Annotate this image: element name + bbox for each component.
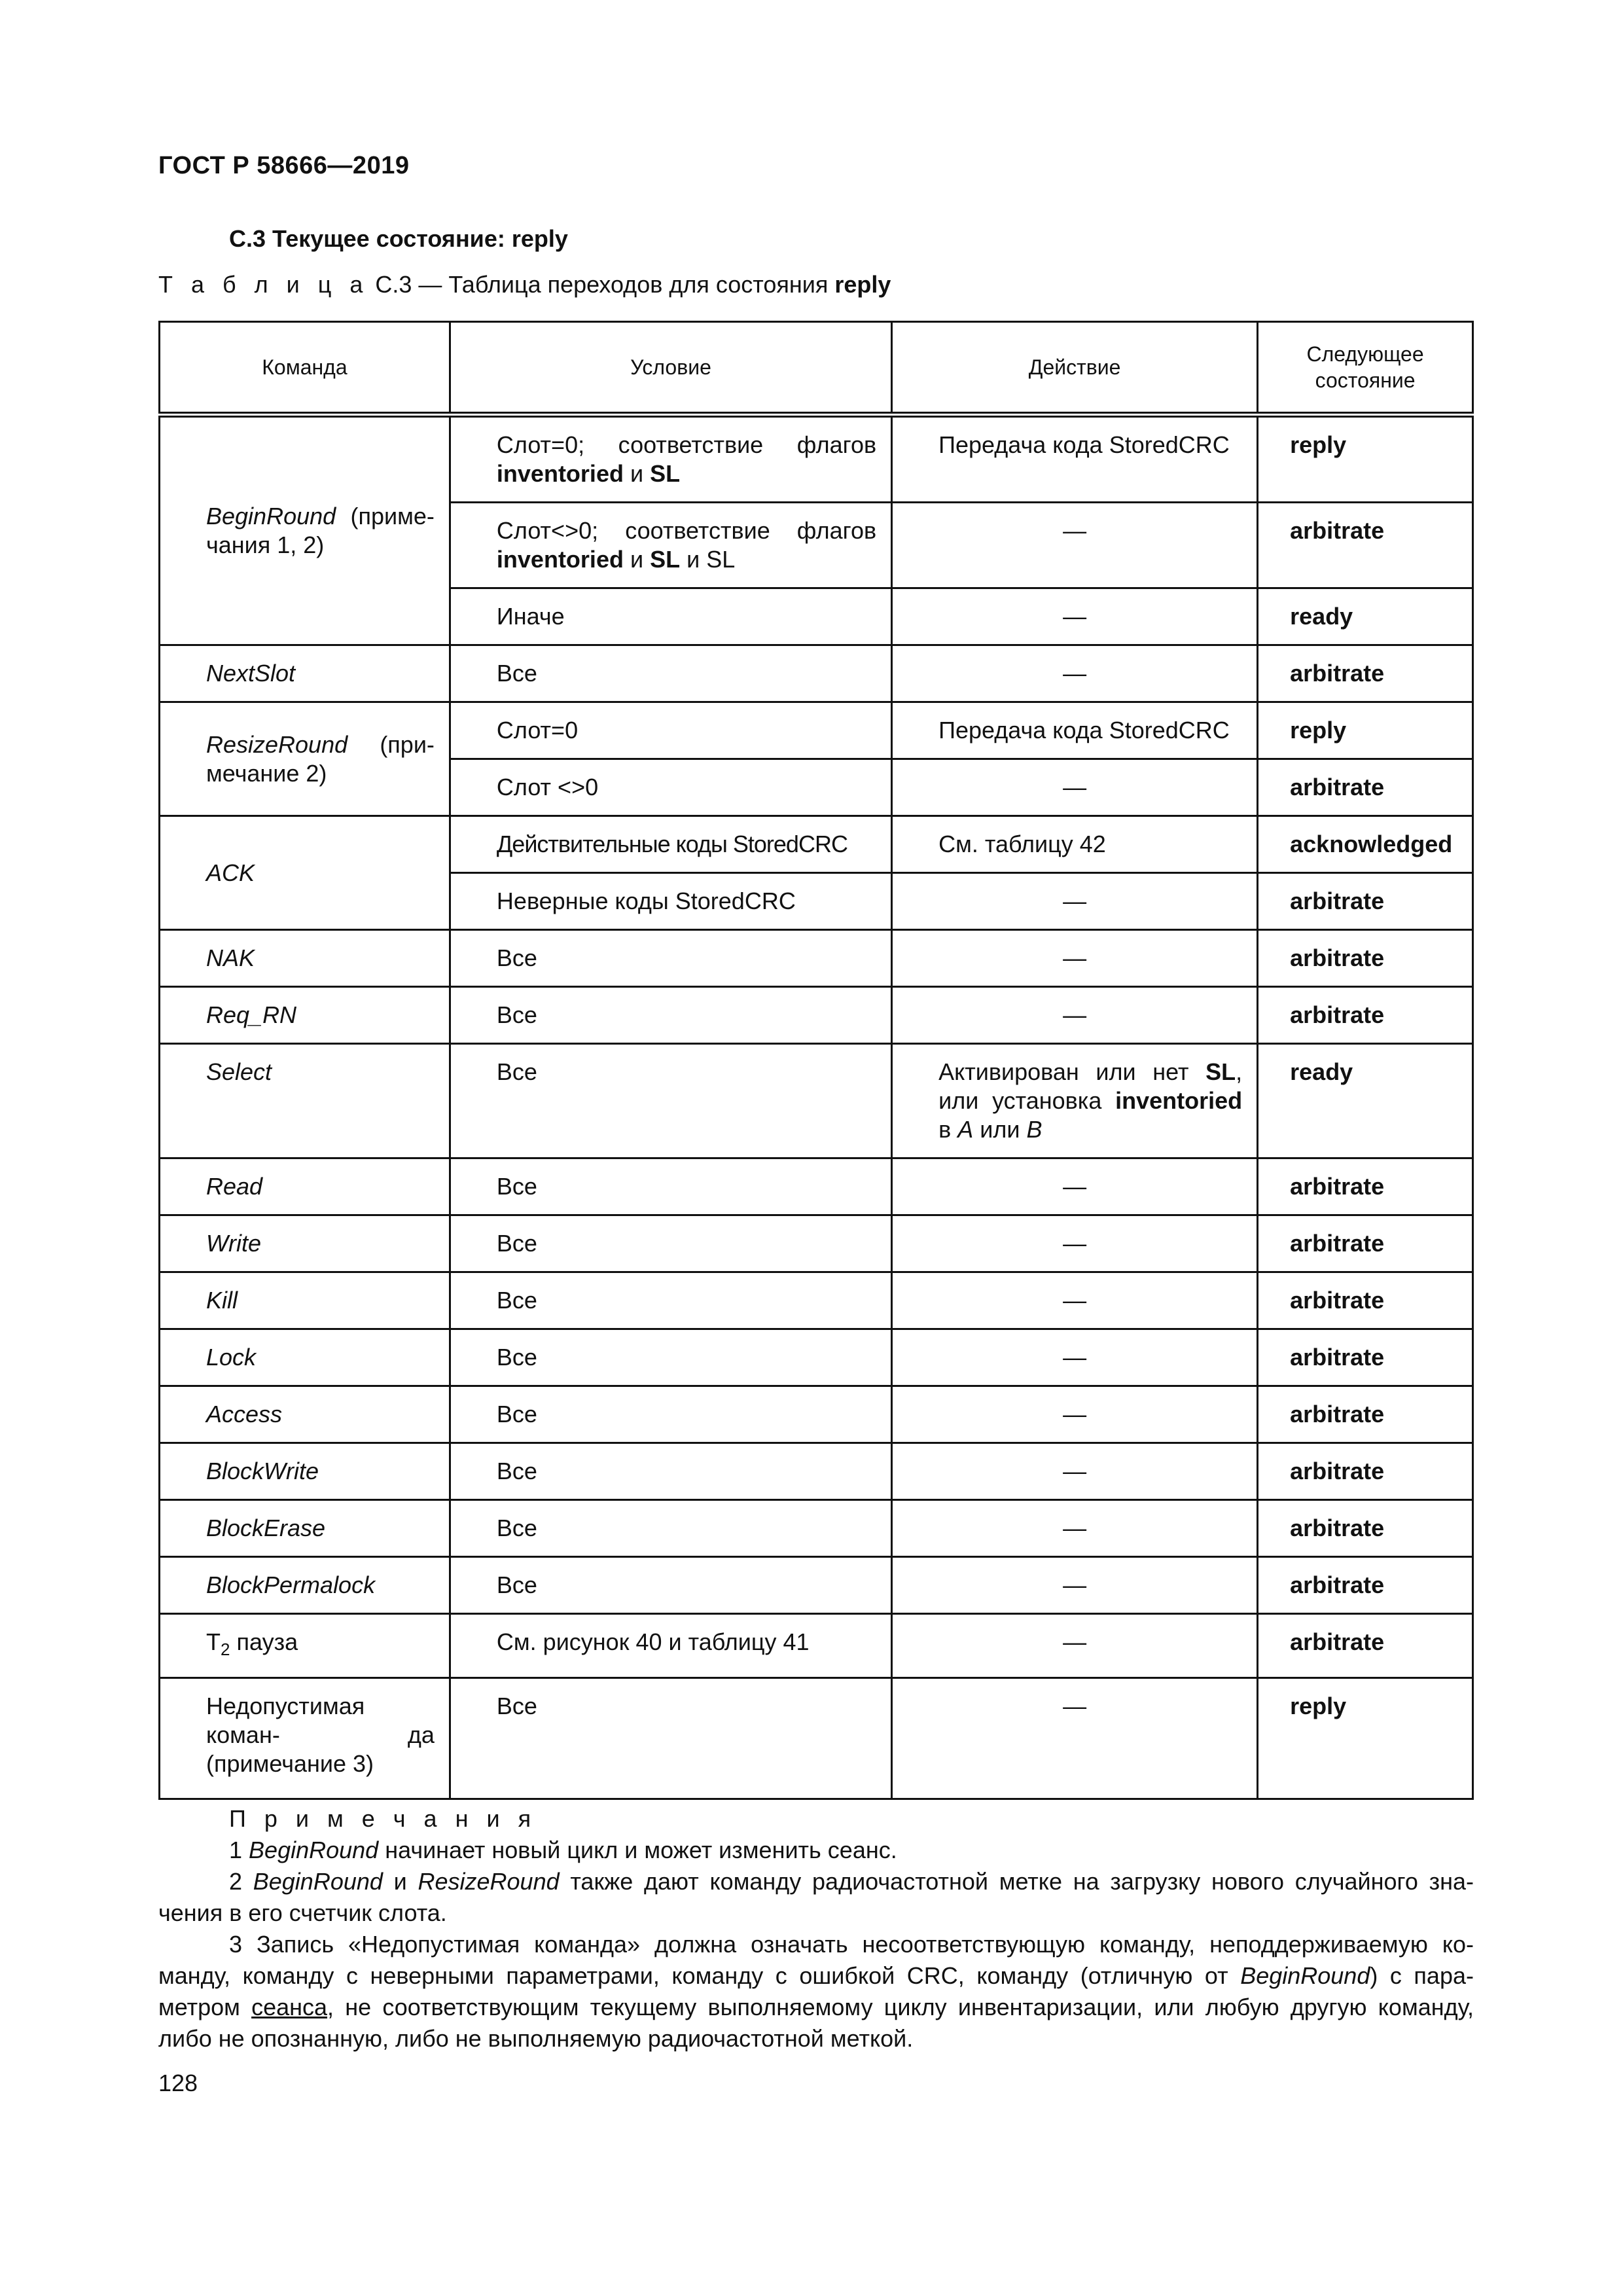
next-state-cell: arbitrate (1258, 987, 1473, 1044)
command-cell: Req_RN (160, 987, 450, 1044)
action-italic: B (1026, 1116, 1043, 1143)
caption-text: С.3 — Таблица переходов для состояния (368, 271, 835, 298)
condition-cell: Все (450, 987, 891, 1044)
condition-cell: Слот=0 (450, 702, 891, 759)
action-text: или (973, 1116, 1027, 1143)
caption-bold: reply (834, 271, 891, 298)
note-number: 1 (229, 1837, 249, 1863)
condition-cell (450, 415, 891, 503)
note-1 (158, 1835, 1474, 1866)
action-bold: SL (1205, 1058, 1236, 1085)
table-row (160, 1329, 1473, 1386)
note-underlined: сеанса (251, 1994, 328, 2020)
action-cell: — (892, 1557, 1258, 1614)
condition-bold: inventoried (496, 546, 624, 573)
note-number: 2 (229, 1868, 253, 1895)
note-italic: ResizeRound (418, 1868, 560, 1895)
condition-text: Слот=0; соответствие флагов (496, 431, 877, 458)
notes-title: П р и м е ч а н и я (229, 1805, 537, 1832)
note-text: начинает новый цикл и может изменить сеанс. (378, 1837, 897, 1863)
action-cell: — (892, 645, 1258, 702)
condition-text: и (623, 546, 651, 573)
condition-cell: Все (450, 1500, 891, 1557)
command-cell: BlockWrite (160, 1443, 450, 1500)
command-text: пауза (230, 1628, 298, 1655)
condition-cell: См. рисунок 40 и таблицу 41 (450, 1614, 891, 1678)
header-command: Команда (160, 322, 450, 415)
condition-cell: Все (450, 1215, 891, 1272)
action-cell: — (892, 987, 1258, 1044)
condition-cell: Слот <>0 (450, 759, 891, 816)
table-row (160, 1614, 1473, 1678)
action-cell: — (892, 1443, 1258, 1500)
command-note: (при- мечание 2) (206, 730, 435, 787)
command-cell: Select (160, 1044, 450, 1158)
condition-cell: Все (450, 1329, 891, 1386)
table-row (160, 415, 1473, 503)
command-cell: BlockErase (160, 1500, 450, 1557)
note-text: также дают команду радиочастотной метке на загрузку нового случайного зна- чения в его счетчик слота. (158, 1868, 1474, 1926)
condition-bold: SL (650, 546, 681, 573)
next-state-cell: acknowledged (1258, 816, 1473, 873)
next-state-cell: arbitrate (1258, 1386, 1473, 1443)
condition-text: Слот<>0; соответствие флагов (496, 517, 877, 544)
table-row (160, 1557, 1473, 1614)
action-text: Активирован или нет (938, 1058, 1206, 1085)
command-cell: Write (160, 1215, 450, 1272)
note-text: и (382, 1868, 418, 1895)
action-italic: A (957, 1116, 974, 1143)
next-state-cell: arbitrate (1258, 1158, 1473, 1215)
table-row (160, 702, 1473, 759)
action-cell: — (892, 1678, 1258, 1799)
note-text: , не соответствующим текущему выполняемому циклу инвентаризации, или любую другую команду, либо не опознанную, либо не выполняемую радиочастотной меткой. (158, 1994, 1474, 2052)
table-row (160, 1678, 1473, 1799)
table-row (160, 1044, 1473, 1158)
command-name: ResizeRound (206, 730, 348, 758)
action-cell: Передача кода StoredCRC (892, 415, 1258, 503)
command-cell: Lock (160, 1329, 450, 1386)
note-italic: BeginRound (1240, 1962, 1370, 1989)
condition-text: и (623, 460, 651, 487)
next-state-cell: arbitrate (1258, 1272, 1473, 1329)
next-state-cell: arbitrate (1258, 645, 1473, 702)
table-row (160, 1443, 1473, 1500)
condition-bold: inventoried (496, 460, 624, 487)
condition-cell: Все (450, 1443, 891, 1500)
note-text: 3 Запись «Недопустимая команда» должна означать несоответствующую команду, неподдерживаемую ко- манду, команду с неверными параметрами, команду с ошибкой CRC, команду (отличную от (158, 1931, 1474, 1989)
command-name: BeginRound (206, 503, 336, 529)
action-cell: — (892, 588, 1258, 645)
next-state-cell: arbitrate (1258, 873, 1473, 930)
next-state-cell: arbitrate (1258, 1215, 1473, 1272)
next-state-cell: arbitrate (1258, 1443, 1473, 1500)
condition-cell: Все (450, 1044, 891, 1158)
command-cell (160, 415, 450, 645)
table-header-row (160, 322, 1473, 415)
condition-cell: Все (450, 1557, 891, 1614)
next-state-cell: reply (1258, 702, 1473, 759)
action-cell: — (892, 1272, 1258, 1329)
section-title: С.3 Текущее состояние: reply (229, 225, 568, 252)
condition-cell: Все (450, 1272, 891, 1329)
note-italic: BeginRound (249, 1837, 379, 1863)
condition-cell: Все (450, 1158, 891, 1215)
command-subscript: 2 (221, 1640, 230, 1660)
table-row (160, 987, 1473, 1044)
action-bold: inventoried (1115, 1087, 1243, 1114)
action-cell: — (892, 1158, 1258, 1215)
page-number: 128 (158, 2070, 198, 2096)
next-state-cell: arbitrate (1258, 759, 1473, 816)
condition-cell (450, 503, 891, 588)
note-2 (158, 1866, 1474, 1929)
command-cell: NextSlot (160, 645, 450, 702)
table-row (160, 1500, 1473, 1557)
table-caption (158, 271, 891, 298)
action-cell: См. таблицу 42 (892, 816, 1258, 873)
table-row (160, 1215, 1473, 1272)
condition-cell: Действительные коды StoredCRC (450, 816, 891, 873)
action-cell: — (892, 1386, 1258, 1443)
note-text: ) с пара- метром (158, 1962, 1474, 2020)
action-cell: Передача кода StoredCRC (892, 702, 1258, 759)
header-action: Действие (892, 322, 1258, 415)
table-row (160, 1386, 1473, 1443)
action-cell: — (892, 1215, 1258, 1272)
table-row (160, 816, 1473, 873)
next-state-cell: reply (1258, 415, 1473, 503)
action-cell: — (892, 1329, 1258, 1386)
next-state-cell: arbitrate (1258, 503, 1473, 588)
action-cell: — (892, 503, 1258, 588)
action-cell: — (892, 1614, 1258, 1678)
next-state-cell: arbitrate (1258, 1500, 1473, 1557)
action-text: , или установка (938, 1058, 1243, 1114)
command-cell: Kill (160, 1272, 450, 1329)
command-cell: NAK (160, 930, 450, 987)
table-row (160, 1272, 1473, 1329)
command-note: (приме- чания 1, 2) (206, 503, 435, 558)
next-state-cell: reply (1258, 1678, 1473, 1799)
condition-bold: SL (650, 460, 681, 487)
condition-text: и SL (680, 546, 736, 573)
next-state-cell: ready (1258, 588, 1473, 645)
command-cell: BlockPermalock (160, 1557, 450, 1614)
next-state-cell: ready (1258, 1044, 1473, 1158)
condition-cell: Все (450, 1386, 891, 1443)
action-cell: — (892, 1500, 1258, 1557)
condition-cell: Неверные коды StoredCRC (450, 873, 891, 930)
header-condition: Условие (450, 322, 891, 415)
condition-cell: Иначе (450, 588, 891, 645)
note-italic: BeginRound (253, 1868, 383, 1895)
command-cell (160, 702, 450, 816)
condition-cell: Все (450, 645, 891, 702)
command-cell: ACK (160, 816, 450, 930)
caption-prefix: Т а б л и ц а (158, 271, 369, 298)
table-row (160, 1158, 1473, 1215)
next-state-cell: arbitrate (1258, 1557, 1473, 1614)
next-state-cell: arbitrate (1258, 930, 1473, 987)
condition-cell: Все (450, 930, 891, 987)
action-cell: — (892, 759, 1258, 816)
table-row (160, 930, 1473, 987)
action-text: в (938, 1116, 958, 1143)
next-state-cell: arbitrate (1258, 1614, 1473, 1678)
action-cell (892, 1044, 1258, 1158)
header-next-state: Следующее состояние (1258, 322, 1473, 415)
action-cell: — (892, 930, 1258, 987)
note-3 (158, 1929, 1474, 2054)
condition-cell: Все (450, 1678, 891, 1799)
command-cell: Read (160, 1158, 450, 1215)
table-row (160, 645, 1473, 702)
notes-block (158, 1803, 1474, 2054)
transitions-table (158, 321, 1474, 1800)
command-cell: Access (160, 1386, 450, 1443)
command-cell (160, 1614, 450, 1678)
next-state-cell: arbitrate (1258, 1329, 1473, 1386)
action-cell: — (892, 873, 1258, 930)
command-text: T (206, 1628, 221, 1655)
document-header: ГОСТ Р 58666—2019 (158, 152, 410, 179)
command-cell: Недопустимая коман- да (примечание 3) (160, 1678, 450, 1799)
